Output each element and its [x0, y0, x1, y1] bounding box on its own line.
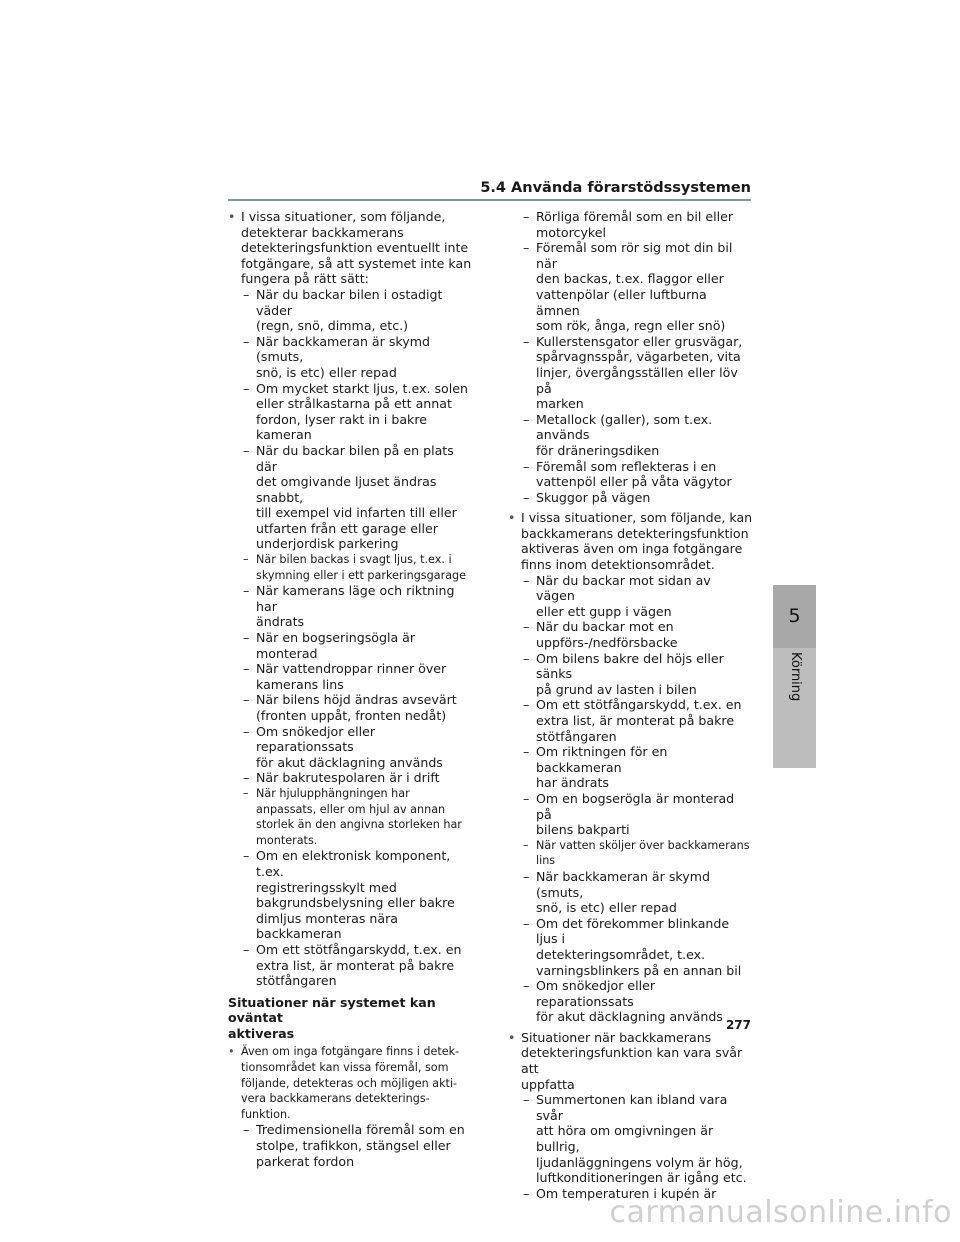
- list-item: [228, 942, 473, 989]
- text-line: Situationer när systemet kan oväntat: [228, 994, 436, 1026]
- text-line: När bilens höjd ändras avsevärt: [256, 692, 457, 708]
- text-line: det omgivande ljuset ändras snabbt,: [256, 474, 437, 505]
- text-line: har ändrats: [536, 775, 609, 791]
- text-line: luftkonditioneringen är igång etc.: [536, 1170, 747, 1186]
- dash-icon: –: [243, 1122, 250, 1138]
- list-item: [228, 661, 473, 692]
- list-item: [228, 786, 473, 848]
- text-line: fotgängare, så att systemet inte kan: [241, 255, 472, 271]
- text-line: registreringsskylt med: [256, 879, 397, 895]
- text-line: extra list, är monterat på bakre: [536, 713, 735, 728]
- dash-icon: –: [243, 380, 250, 396]
- text-line: ändrats: [256, 614, 305, 630]
- text-line: Om ett stötfångarskydd, t.ex. en: [536, 697, 742, 713]
- dash-icon: –: [243, 770, 250, 786]
- text-line: När bilen backas i svagt ljus, t.ex. i: [256, 553, 452, 567]
- text-line: monterats.: [256, 833, 318, 847]
- chapter-tab-label: Körning: [788, 652, 803, 702]
- text-line: eller ett gupp i vägen: [536, 603, 672, 619]
- text-line: Om det förekommer blinkande ljus i: [536, 915, 730, 947]
- text-line: Om mycket starkt ljus, t.ex. solen: [256, 380, 468, 396]
- text-line: storlek än den angivna storleken har: [256, 818, 462, 832]
- list-item: [228, 848, 473, 942]
- dash-icon: –: [523, 572, 530, 588]
- text-line: kamerans lins: [256, 676, 344, 692]
- text-line: fungera på rätt sätt:: [241, 271, 369, 287]
- text-line: snö, is etc) eller repad: [536, 900, 677, 916]
- list-item: [228, 630, 473, 661]
- page-number: 277: [725, 1018, 751, 1032]
- text-line: När du backar bilen i ostadigt väder: [256, 286, 443, 318]
- text-line: linjer, övergångsställen eller löv på: [536, 364, 738, 396]
- text-line: När backkameran är skymd (smuts,: [256, 333, 430, 365]
- list-item: [508, 869, 753, 916]
- dash-icon: –: [523, 333, 530, 349]
- list-item: [508, 459, 753, 490]
- text-line: dimljus monteras nära backkameran: [256, 910, 398, 942]
- bullet-paragraph: [228, 1044, 473, 1122]
- text-line: motorcykel: [536, 224, 606, 240]
- list-item: [508, 1092, 753, 1186]
- dash-icon: –: [243, 941, 250, 957]
- text-line: Om riktningen för en backkameran: [536, 744, 668, 775]
- right-column: [508, 209, 753, 1201]
- text-line: När hjulupphängningen har: [256, 786, 410, 800]
- text-line: Om ett stötfångarskydd, t.ex. en: [256, 941, 462, 957]
- text-line: uppfatta: [521, 1076, 575, 1092]
- list-item: [508, 791, 753, 838]
- bullet-icon: •: [228, 209, 236, 224]
- text-line: När vatten sköljer över backkamerans: [536, 838, 750, 852]
- list-item: [508, 838, 753, 869]
- dash-icon: –: [243, 553, 249, 567]
- text-line: Föremål som reflekteras i en: [536, 458, 717, 474]
- text-line: extra list, är monterat på bakre: [256, 957, 455, 973]
- dash-icon: –: [523, 868, 530, 884]
- list-item: [508, 916, 753, 978]
- text-line: uppförs-/nedförsbacke: [536, 635, 678, 651]
- dash-icon: –: [523, 209, 530, 224]
- watermark: carmanualsonline.info: [609, 1195, 952, 1230]
- dash-icon: –: [523, 411, 530, 427]
- text-line: backkamerans detekteringsfunktion: [521, 525, 749, 541]
- list-item: [228, 1122, 473, 1169]
- text-line: aktiveras även om inga fotgängare: [521, 541, 743, 557]
- text-line: detekteringsområdet, t.ex.: [536, 946, 706, 962]
- text-line: Skuggor på vägen: [536, 489, 651, 505]
- text-line: lins: [536, 854, 556, 868]
- dash-icon: –: [243, 661, 250, 677]
- section-title: 5.4 Använda förarstödssystemen: [480, 180, 751, 196]
- text-line: vattenpöl eller på våta vägytor: [536, 474, 732, 490]
- dash-icon: –: [523, 915, 530, 931]
- text-line: (fronten uppåt, fronten nedåt): [256, 708, 447, 723]
- list-item: [508, 209, 753, 240]
- dash-icon: –: [523, 619, 530, 635]
- list-item: [508, 334, 753, 412]
- text-line: vattenpölar (eller luftburna ämnen: [536, 286, 707, 318]
- text-line: När backkameran är skymd (smuts,: [536, 868, 710, 900]
- dash-icon: –: [243, 286, 250, 302]
- text-line: I vissa situationer, som följande, kan: [521, 510, 753, 526]
- text-line: tionsområdet kan vissa föremål, som: [241, 1061, 449, 1075]
- list-item: [508, 651, 753, 698]
- text-line: eller strålkastarna på ett annat: [256, 396, 452, 412]
- text-line: utfarten från ett garage eller: [256, 520, 438, 536]
- text-line: som rök, ånga, regn eller snö): [536, 318, 726, 334]
- list-item: [228, 692, 473, 723]
- dash-icon: –: [523, 697, 530, 713]
- list-item: [228, 583, 473, 630]
- dash-icon: –: [523, 1185, 530, 1201]
- list-item: [228, 552, 473, 583]
- text-line: När en bogseringsögla är monterad: [256, 630, 416, 661]
- text-line: Om bilens bakre del höjs eller sänks: [536, 650, 724, 682]
- list-item: [508, 412, 753, 459]
- list-item: [228, 287, 473, 334]
- text-line: marken: [536, 396, 584, 412]
- text-line: Tredimensionella föremål som en: [256, 1122, 465, 1138]
- text-line: Föremål som rör sig mot din bil när: [536, 240, 733, 271]
- list-item: [508, 240, 753, 334]
- text-line: den backas, t.ex. flaggor eller: [536, 271, 724, 287]
- text-line: för akut däcklagning används: [256, 754, 443, 770]
- text-line: detekteringsfunktion kan vara svår att: [521, 1045, 743, 1077]
- text-line: spårvagnsspår, vägarbeten, vita: [536, 349, 741, 365]
- dash-icon: –: [523, 489, 530, 505]
- text-line: Kullerstensgator eller grusvägar,: [536, 333, 743, 349]
- text-line: att höra om omgivningen är bullrig,: [536, 1123, 714, 1155]
- dash-icon: –: [523, 744, 530, 760]
- dash-icon: –: [523, 790, 530, 806]
- text-line: snö, is etc) eller repad: [256, 364, 397, 380]
- text-line: bilens bakparti: [536, 822, 630, 838]
- text-line: bakgrundsbelysning eller bakre: [256, 895, 455, 911]
- text-line: Situationer när backkamerans: [521, 1029, 712, 1045]
- text-line: I vissa situationer, som följande,: [241, 209, 446, 224]
- text-line: för akut däcklagning används: [536, 1009, 723, 1025]
- text-line: Även om inga fotgängare finns i detek-: [241, 1045, 460, 1059]
- text-line: stötfångaren: [536, 728, 617, 744]
- text-line: När du backar bilen på en plats där: [256, 442, 454, 474]
- text-line: skymning eller i ett parkeringsgarage: [256, 568, 467, 582]
- dash-icon: –: [523, 650, 530, 666]
- dash-icon: –: [243, 333, 250, 349]
- text-line: Om snökedjor eller reparationssats: [256, 723, 376, 755]
- list-item: [228, 724, 473, 771]
- bullet-icon: •: [508, 510, 516, 526]
- text-line: Om snökedjor eller reparationssats: [536, 978, 656, 1009]
- bullet-paragraph: [228, 209, 473, 287]
- list-item: [508, 697, 753, 744]
- list-item: [508, 744, 753, 791]
- dash-icon: –: [523, 838, 529, 852]
- text-line: När bakrutespolaren är i drift: [256, 770, 440, 786]
- text-line: anpassats, eller om hjul av annan: [256, 802, 446, 816]
- text-line: När vattendroppar rinner över: [256, 661, 447, 677]
- list-item: [508, 490, 753, 506]
- text-line: till exempel vid infarten till eller: [256, 505, 457, 521]
- text-line: följande, detekteras och möjligen akti-: [241, 1076, 458, 1090]
- text-line: ljudanläggningens volym är hög,: [536, 1154, 743, 1170]
- text-line: detekteringsfunktion eventuellt inte: [241, 240, 469, 256]
- list-item: [508, 619, 753, 650]
- text-line: stolpe, trafikkon, stängsel eller: [256, 1138, 451, 1154]
- chapter-tab-number: 5: [773, 585, 816, 648]
- list-item: [228, 334, 473, 381]
- text-line: Rörliga föremål som en bil eller: [536, 209, 733, 224]
- text-line: stötfångaren: [256, 973, 337, 989]
- list-item: [228, 443, 473, 552]
- text-line: varningsblinkers på en annan bil: [536, 962, 742, 978]
- text-line: för dräneringsdiken: [536, 442, 660, 458]
- bullet-icon: •: [508, 1029, 516, 1045]
- dash-icon: –: [243, 692, 250, 708]
- text-line: När kamerans läge och riktning har: [256, 583, 455, 614]
- text-line: Om en bogserögla är monterad på: [536, 790, 735, 822]
- dash-icon: –: [523, 458, 530, 474]
- list-item: [228, 770, 473, 786]
- bullet-paragraph: [508, 1030, 753, 1092]
- dash-icon: –: [243, 723, 250, 739]
- text-line: detekterar backkamerans: [241, 224, 404, 240]
- dash-icon: –: [523, 1092, 530, 1108]
- text-line: När du backar mot sidan av vägen: [536, 572, 711, 604]
- list-item: [228, 381, 473, 443]
- dash-icon: –: [243, 583, 250, 599]
- dash-icon: –: [523, 978, 530, 994]
- text-line: fordon, lyser rakt in i bakre kameran: [256, 411, 427, 443]
- dash-icon: –: [243, 786, 249, 800]
- text-line: Metallock (galler), som t.ex. används: [536, 411, 713, 443]
- text-line: funktion.: [241, 1107, 291, 1121]
- header-divider: [228, 199, 751, 201]
- dash-icon: –: [243, 442, 250, 458]
- bullet-icon: •: [228, 1045, 235, 1059]
- text-line: Summertonen kan ibland vara svår: [536, 1092, 728, 1123]
- text-line: vera backkamerans detekterings-: [241, 1092, 430, 1106]
- text-line: parkerat fordon: [256, 1153, 355, 1169]
- dash-icon: –: [243, 630, 250, 646]
- text-line: När du backar mot en: [536, 619, 674, 635]
- text-line: Om en elektronisk komponent, t.ex.: [256, 848, 451, 879]
- text-line: Om temperaturen i kupén är: [536, 1185, 717, 1201]
- text-line: underjordisk parkering: [256, 536, 399, 552]
- dash-icon: –: [523, 240, 530, 256]
- text-line: aktiveras: [228, 1025, 295, 1041]
- bullet-paragraph: [508, 510, 753, 572]
- text-line: finns inom detektionsområdet.: [521, 557, 715, 573]
- text-line: (regn, snö, dimma, etc.): [256, 318, 409, 334]
- list-item: [508, 573, 753, 620]
- dash-icon: –: [243, 848, 250, 864]
- text-line: på grund av lasten i bilen: [536, 681, 697, 697]
